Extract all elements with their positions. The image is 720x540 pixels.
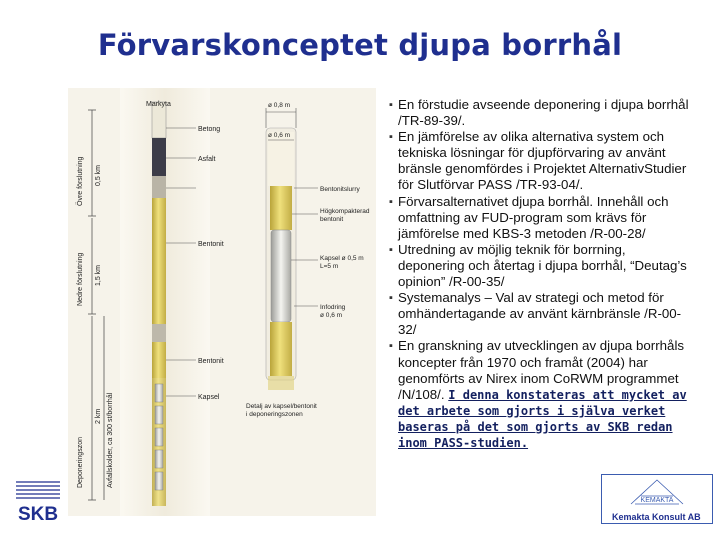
kemakta-logo-mark-text: KEMAKTA: [640, 497, 674, 504]
bullet-text: En granskning av utvecklingen av djupa borrhåls koncepter från 1970 och framåt (2004) har genomförts av Nirex inom CoRWM programmet /N/108/.: [398, 338, 685, 402]
rock-background: [68, 88, 376, 516]
label-deponering-depth: 2 km: [95, 408, 102, 424]
list-item: [389, 290, 689, 338]
borehole-figure: [68, 88, 376, 516]
bullet-text: Utredning av möjlig teknik för borrning, deponering och återtag i djupa borrhål, “Deutag’s opinion” /R-00-35/: [398, 241, 687, 290]
label-hogkompakterad-2: bentonit: [320, 216, 344, 223]
bullet-icon: ▪: [389, 292, 393, 305]
bullet-icon: ▪: [389, 195, 393, 208]
bullet-text: Systemanalys – Val av strategi och metod för omhändertagande av använt kärnbränsle /R-00-32/: [398, 290, 682, 338]
detail-borehole: [266, 128, 296, 390]
reference-list: [389, 97, 689, 451]
asphalt-section-lower: [152, 324, 166, 342]
bullet-icon: ▪: [389, 243, 393, 256]
detail-canister: [271, 230, 291, 322]
label-detail-2: i deponeringszonen: [246, 411, 303, 418]
main-borehole: [152, 102, 166, 506]
label-bentonit-lower: Bentonit: [198, 358, 224, 365]
bentonite-section-lower: [152, 342, 166, 378]
label-infodring-1: Infodring: [320, 304, 346, 311]
list-item: [389, 194, 689, 242]
concrete-section: [152, 138, 166, 176]
label-infodring-2: ø 0,6 m: [320, 312, 343, 319]
label-detail-1: Detalj av kapsel/bentonit: [246, 403, 317, 410]
label-nedre-depth: 1,5 km: [95, 264, 102, 286]
label-kapsel: Kapsel: [198, 394, 220, 401]
slide-title: Förvarskonceptet djupa borrhål: [97, 28, 623, 62]
list-item: [389, 129, 689, 193]
bullet-icon: ▪: [389, 340, 393, 353]
bullet-text: En förstudie avseende deponering i djupa borrhål /TR-89-39/.: [398, 97, 689, 129]
emphasis-text: I denna konstateras att mycket av det arbete som gjorts i själva verket baseras på det som gjorts av SKB redan inom PASS-studien.: [398, 387, 687, 450]
label-markyta: Markyta: [146, 101, 171, 108]
label-kapsel-2: L=5 m: [320, 263, 339, 270]
label-ovre-forslutning: Övre förslutning: [77, 156, 84, 206]
label-d-mid: ø 0,6 m: [268, 132, 291, 139]
label-nedre-forslutning: Nedre förslutning: [77, 252, 84, 306]
detail-bentonite-lower: [270, 322, 292, 376]
skb-logo-text: SKB: [17, 504, 59, 525]
label-hogkompakterad-1: Högkompakterad: [320, 208, 370, 215]
label-d-top: ø 0,8 m: [268, 102, 291, 109]
list-item: [389, 242, 689, 290]
skb-logo: [14, 480, 62, 526]
label-ovre-depth: 0,5 km: [95, 164, 102, 186]
label-avfallskolder: Avfallskolder, ca 300 st/borrhål: [107, 392, 114, 488]
label-bentonitslurry: Bentonitslurry: [320, 186, 360, 193]
label-betong: Betong: [198, 126, 221, 133]
label-kapsel-1: Kapsel ø 0,5 m: [320, 255, 364, 262]
label-bentonit-upper: Bentonit: [198, 241, 224, 248]
bullet-text: En jämförelse av olika alternativa system och tekniska lösningar för djupförvaring av använt bränsle genomfördes i Projektet AlternativStudier för Slutförvar PASS /TR-93-04/.: [398, 129, 687, 193]
bullet-icon: ▪: [389, 99, 393, 111]
bullet-icon: ▪: [389, 131, 393, 144]
label-deponeringszon: Deponeringszon: [77, 437, 84, 488]
kemakta-company-name: Kemakta Konsult AB: [612, 512, 701, 522]
detail-liner: [268, 376, 294, 390]
detail-bentonite-upper: [270, 186, 292, 230]
list-item: [389, 97, 689, 129]
canisters: [155, 384, 163, 490]
bullet-text: Förvarsalternativet djupa borrhål. Innehåll och omfattning av FUD-program som krävs för jämförelse med KBS-3 metoden /R-00-28/: [398, 193, 669, 241]
bentonite-section-upper: [152, 198, 166, 324]
asphalt-section: [152, 176, 166, 198]
list-item: [389, 338, 689, 451]
label-asfalt: Asfalt: [198, 156, 216, 163]
